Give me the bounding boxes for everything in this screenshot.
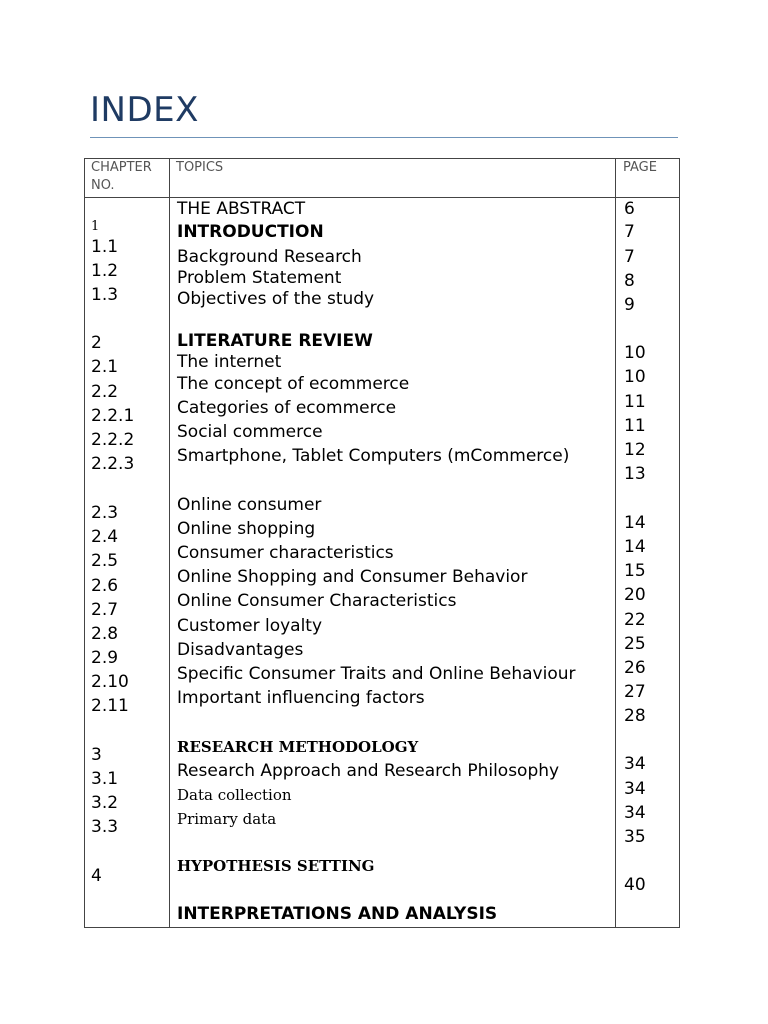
topic-entry: Problem Statement xyxy=(177,268,342,288)
chapter-number: 2.2.3 xyxy=(91,454,135,474)
page-number: 40 xyxy=(624,875,646,895)
page-number: 9 xyxy=(624,295,635,315)
header-chapter-no: CHAPTER NO. xyxy=(91,160,152,193)
chapter-number: 2.4 xyxy=(91,527,119,547)
topic-entry: Important influencing factors xyxy=(177,688,425,708)
page-number: 14 xyxy=(624,513,646,533)
topic-entry: Consumer characteristics xyxy=(177,543,394,563)
title-underline xyxy=(90,137,678,138)
page-number: 10 xyxy=(624,343,646,363)
page-number: 6 xyxy=(624,199,635,219)
page-number: 20 xyxy=(624,585,646,605)
index-table xyxy=(84,158,680,928)
page-number: 7 xyxy=(624,222,635,242)
page-number: 7 xyxy=(624,247,635,267)
page-number: 34 xyxy=(624,803,646,823)
topic-entry: Primary data xyxy=(177,810,277,828)
page-number: 28 xyxy=(624,706,646,726)
topic-entry: Disadvantages xyxy=(177,640,304,660)
page-number: 11 xyxy=(624,416,646,436)
topic-entry: Online consumer xyxy=(177,495,322,515)
chapter-number: 1 xyxy=(91,219,100,234)
chapter-number: 2.9 xyxy=(91,648,119,668)
chapter-number: 3.1 xyxy=(91,769,119,789)
chapter-number: 2 xyxy=(91,333,102,353)
page-number: 25 xyxy=(624,634,646,654)
page-number: 10 xyxy=(624,367,646,387)
topic-entry: Background Research xyxy=(177,247,362,267)
chapter-number: 2.3 xyxy=(91,503,119,523)
chapter-number: 4 xyxy=(91,866,102,886)
chapter-number: 2.2 xyxy=(91,382,119,402)
topic-entry: Data collection xyxy=(177,786,292,804)
topic-entry: Social commerce xyxy=(177,422,323,442)
topic-heading: LITERATURE REVIEW xyxy=(177,331,373,351)
topic-entry: Customer loyalty xyxy=(177,616,323,636)
page-number: 12 xyxy=(624,440,646,460)
page-number: 13 xyxy=(624,464,646,484)
topic-heading: INTERPRETATIONS AND ANALYSIS xyxy=(177,904,498,924)
page-number: 34 xyxy=(624,754,646,774)
chapter-number: 3 xyxy=(91,745,102,765)
chapter-number: 2.8 xyxy=(91,624,119,644)
topic-heading: RESEARCH METHODOLOGY xyxy=(177,738,419,756)
header-page: PAGE xyxy=(623,160,657,175)
page-number: 26 xyxy=(624,658,646,678)
topic-entry: THE ABSTRACT xyxy=(177,199,306,219)
chapter-number: 1.3 xyxy=(91,285,119,305)
header-topics: TOPICS xyxy=(176,160,224,175)
page-number: 27 xyxy=(624,682,646,702)
chapter-number: 2.7 xyxy=(91,600,119,620)
page-number: 15 xyxy=(624,561,646,581)
page-number: 35 xyxy=(624,827,646,847)
page-number: 14 xyxy=(624,537,646,557)
topic-entry: Specific Consumer Traits and Online Behaviour xyxy=(177,664,576,684)
topic-entry: Research Approach and Research Philosophy xyxy=(177,761,560,781)
topic-entry: Categories of ecommerce xyxy=(177,398,397,418)
chapter-number: 2.2.2 xyxy=(91,430,135,450)
chapter-number: 3.3 xyxy=(91,817,119,837)
topic-heading: HYPOTHESIS SETTING xyxy=(177,857,375,875)
page-number: 22 xyxy=(624,610,646,630)
topic-heading: INTRODUCTION xyxy=(177,222,324,242)
chapter-number: 3.2 xyxy=(91,793,119,813)
topic-entry: The internet xyxy=(177,352,282,372)
chapter-number: 2.5 xyxy=(91,551,119,571)
page-number: 11 xyxy=(624,392,646,412)
page-title: INDEX xyxy=(90,90,199,130)
chapter-number: 1.2 xyxy=(91,261,119,281)
topic-entry: Online shopping xyxy=(177,519,316,539)
column-divider-chapter xyxy=(169,159,170,927)
topic-entry: Online Consumer Characteristics xyxy=(177,591,457,611)
chapter-number: 1.1 xyxy=(91,237,119,257)
topic-entry: Online Shopping and Consumer Behavior xyxy=(177,567,528,587)
chapter-number: 2.1 xyxy=(91,357,119,377)
topic-entry: The concept of ecommerce xyxy=(177,374,410,394)
column-divider-page xyxy=(615,159,616,927)
topic-entry: Smartphone, Tablet Computers (mCommerce) xyxy=(177,446,570,466)
chapter-number: 2.11 xyxy=(91,696,129,716)
topic-entry: Objectives of the study xyxy=(177,289,375,309)
page-number: 8 xyxy=(624,271,635,291)
header-divider xyxy=(85,197,679,198)
chapter-number: 2.10 xyxy=(91,672,129,692)
chapter-number: 2.6 xyxy=(91,576,119,596)
page-number: 34 xyxy=(624,779,646,799)
chapter-number: 2.2.1 xyxy=(91,406,135,426)
